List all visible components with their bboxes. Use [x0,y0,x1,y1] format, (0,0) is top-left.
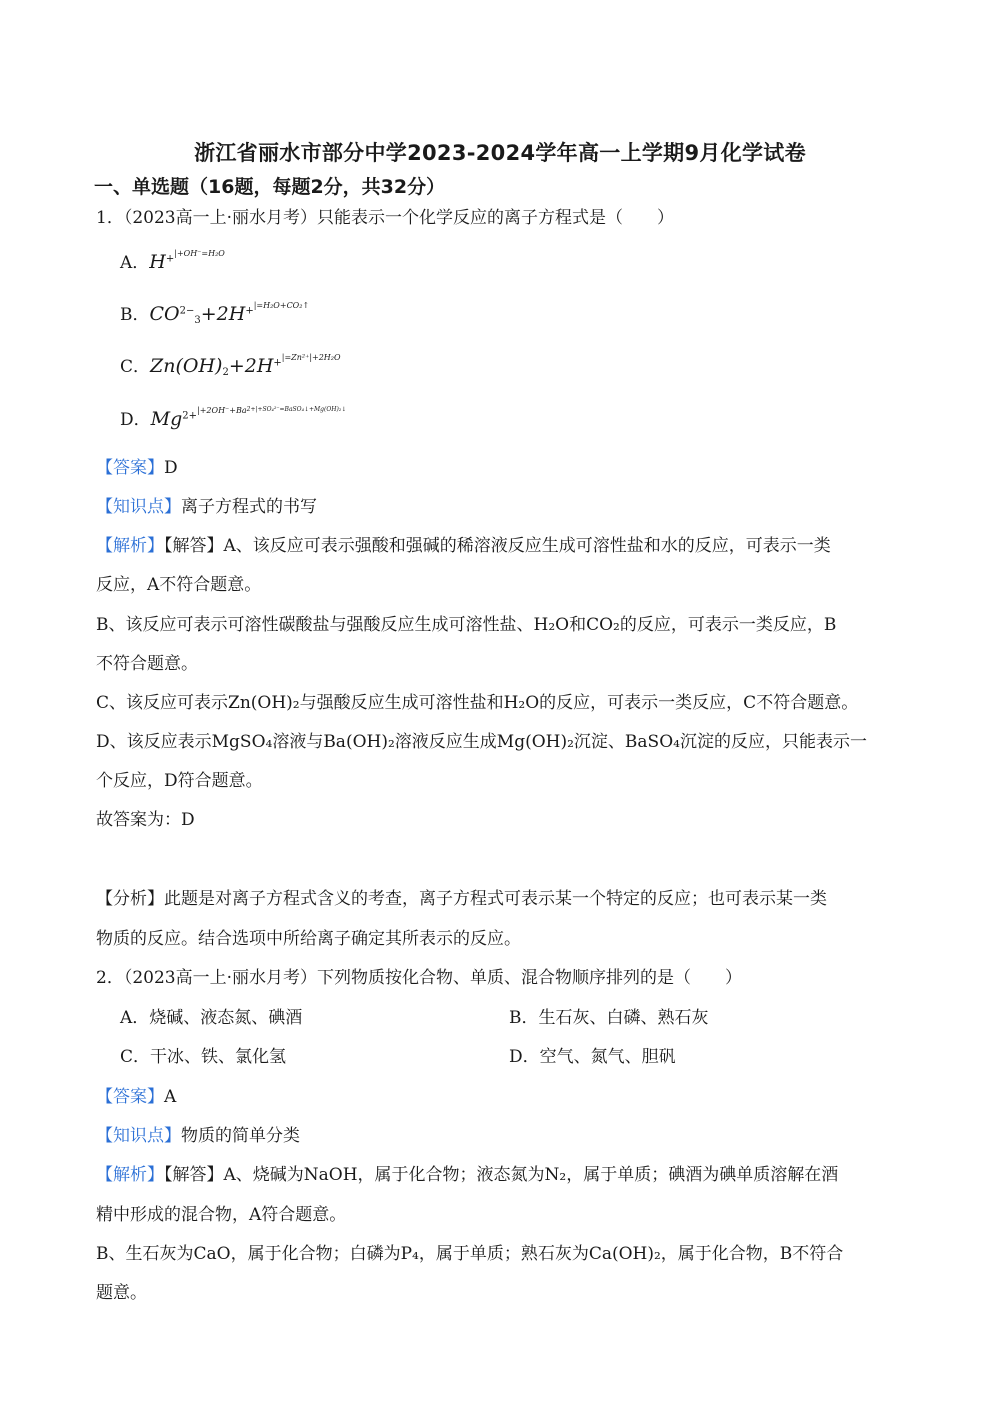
q2-knowledge: 【知识点】物质的简单分类 [96,1126,300,1146]
page-title: 浙江省丽水市部分中学2023-2024学年高一上学期9月化学试卷 [194,141,806,165]
q1-option-d: D．$Mg^{2+|+2OH^-+Ba2+|+SO_4^{2-}=BaSO_4↓+Mg(OH)_2↓}$ [120,406,347,430]
q1-option-b: B．$CO^{2-}_3+2H^{+|=H_2O+CO_2↑}$ [120,301,310,326]
q1-analysis-line: C、该反应可表示Zn(OH)₂与强酸反应生成可溶性盐和H₂O的反应，可表示一类反应，C不符合题意。 [96,693,859,713]
q2-option-b: B．生石灰、白磷、熟石灰 [509,1008,709,1028]
q2-analysis-line: 题意。 [96,1283,147,1303]
section-heading: 一、单选题（16题，每题2分，共32分） [94,176,446,198]
q1-review-line: 【分析】此题是对离子方程式含义的考查，离子方程式可表示某一个特定的反应；也可表示某一类 [96,889,827,909]
q1-option-a: A．$H^{+|+OH^-=H_2O}$ [120,249,225,273]
q1-stem: 1．（2023高一上·丽水月考）只能表示一个化学反应的离子方程式是（ ） [96,208,674,228]
q1-analysis-line: D、该反应表示MgSO₄溶液与Ba(OH)₂溶液反应生成Mg(OH)₂沉淀、BaSO₄沉淀的反应，只能表示一 [96,732,867,752]
q1-option-c: C．$Zn(OH)_2+2H^{+|=Zn^{2+}|+2H_2O}$ [120,353,341,378]
q2-option-d: D．空气、氮气、胆矾 [509,1047,676,1067]
q1-answer: 【答案】D [96,458,178,478]
q1-knowledge: 【知识点】离子方程式的书写 [96,497,317,517]
q1-final-answer: 故答案为：D [96,810,195,830]
q1-analysis-line: B、该反应可表示可溶性碳酸盐与强酸反应生成可溶性盐、H₂O和CO₂的反应，可表示一类反应，B [96,615,837,635]
q1-analysis-line: 不符合题意。 [96,654,198,674]
q1-analysis-line: 反应，A不符合题意。 [96,575,262,595]
q2-analysis-line: 精中形成的混合物，A符合题意。 [96,1205,347,1225]
q1-review-line: 物质的反应。结合选项中所给离子确定其所表示的反应。 [96,929,521,949]
q2-stem: 2．（2023高一上·丽水月考）下列物质按化合物、单质、混合物顺序排列的是（ ） [96,968,742,988]
q1-analysis-line: 【解析】【解答】A、该反应可表示强酸和强碱的稀溶液反应生成可溶性盐和水的反应，可表示一类 [96,536,831,556]
q2-option-a: A．烧碱、液态氮、碘酒 [120,1008,303,1028]
q2-option-c: C．干冰、铁、氯化氢 [120,1047,287,1067]
q1-analysis-line: 个反应，D符合题意。 [96,771,263,791]
q2-analysis-line: B、生石灰为CaO，属于化合物；白磷为P₄，属于单质；熟石灰为Ca(OH)₂，属于化合物，B不符合 [96,1244,844,1264]
q2-analysis-line: 【解析】【解答】A、烧碱为NaOH，属于化合物；液态氮为N₂，属于单质；碘酒为碘单质溶解在酒 [96,1165,839,1185]
q2-answer: 【答案】A [96,1087,177,1107]
